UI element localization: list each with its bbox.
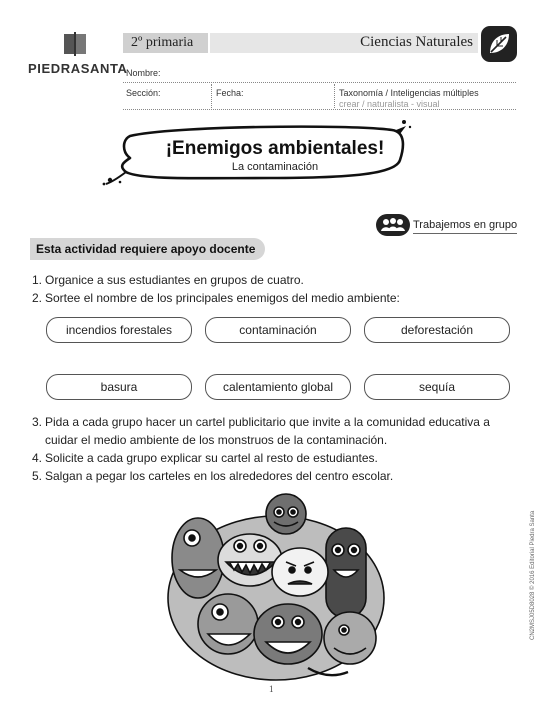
subject-label: Ciencias Naturales — [360, 34, 473, 50]
instruction-1: 1. Organice a sus estudiantes en grupos de cuatro. — [32, 273, 304, 287]
name-field-line[interactable] — [123, 82, 516, 83]
enemy-pill-pollution: contaminación — [205, 317, 351, 343]
leaf-icon — [480, 25, 518, 63]
teacher-support-text: Esta actividad requiere apoyo docente — [36, 242, 256, 256]
book-logo-icon — [62, 32, 88, 56]
page-number: 1 — [269, 684, 274, 694]
section-field-label: Sección: — [126, 88, 161, 98]
field-divider — [334, 84, 335, 108]
taxonomy-label: Taxonomía / Inteligencias múltiples — [339, 88, 479, 98]
grade-label: 2º primaria — [131, 35, 194, 50]
instruction-3: 3. Pida a cada grupo hacer un cartel publicitario que invite a la comunidad educativa a cuidar el medio ambiente de los monstruos de la contaminación. — [32, 415, 490, 447]
section-field-line[interactable] — [123, 109, 516, 110]
instruction-4: 4. Solicite a cada grupo explicar su cartel al resto de estudiantes. — [32, 451, 378, 465]
page-subtitle: La contaminación — [231, 161, 319, 173]
enemy-pill-global-warming: calentamiento global — [205, 374, 351, 400]
instruction-5: 5. Salgan a pegar los carteles en los alrededores del centro escolar. — [32, 469, 394, 483]
brand-name: PIEDRASANTA — [28, 61, 128, 76]
group-people-icon — [376, 214, 410, 236]
name-field-label: Nombre: — [126, 68, 161, 78]
date-field-label: Fecha: — [216, 88, 244, 98]
pollution-monsters-illustration — [158, 488, 394, 684]
enemy-pill-deforestation: deforestación — [364, 317, 510, 343]
group-underline — [413, 233, 517, 234]
group-work-label: Trabajemos en grupo — [413, 219, 518, 231]
taxonomy-values: crear / naturalista - visual — [339, 99, 440, 109]
enemy-pill-garbage: basura — [46, 374, 192, 400]
page-title: ¡Enemigos ambientales! — [165, 138, 385, 159]
instruction-2: 2. Sortee el nombre de los principales enemigos del medio ambiente: — [32, 291, 400, 305]
enemy-pill-drought: sequía — [364, 374, 510, 400]
copyright-code: CN2MSJ05D8028 © 2016 Editorial Piedra Santa — [530, 510, 536, 640]
field-divider — [211, 84, 212, 108]
enemy-pill-forest-fires: incendios forestales — [46, 317, 192, 343]
